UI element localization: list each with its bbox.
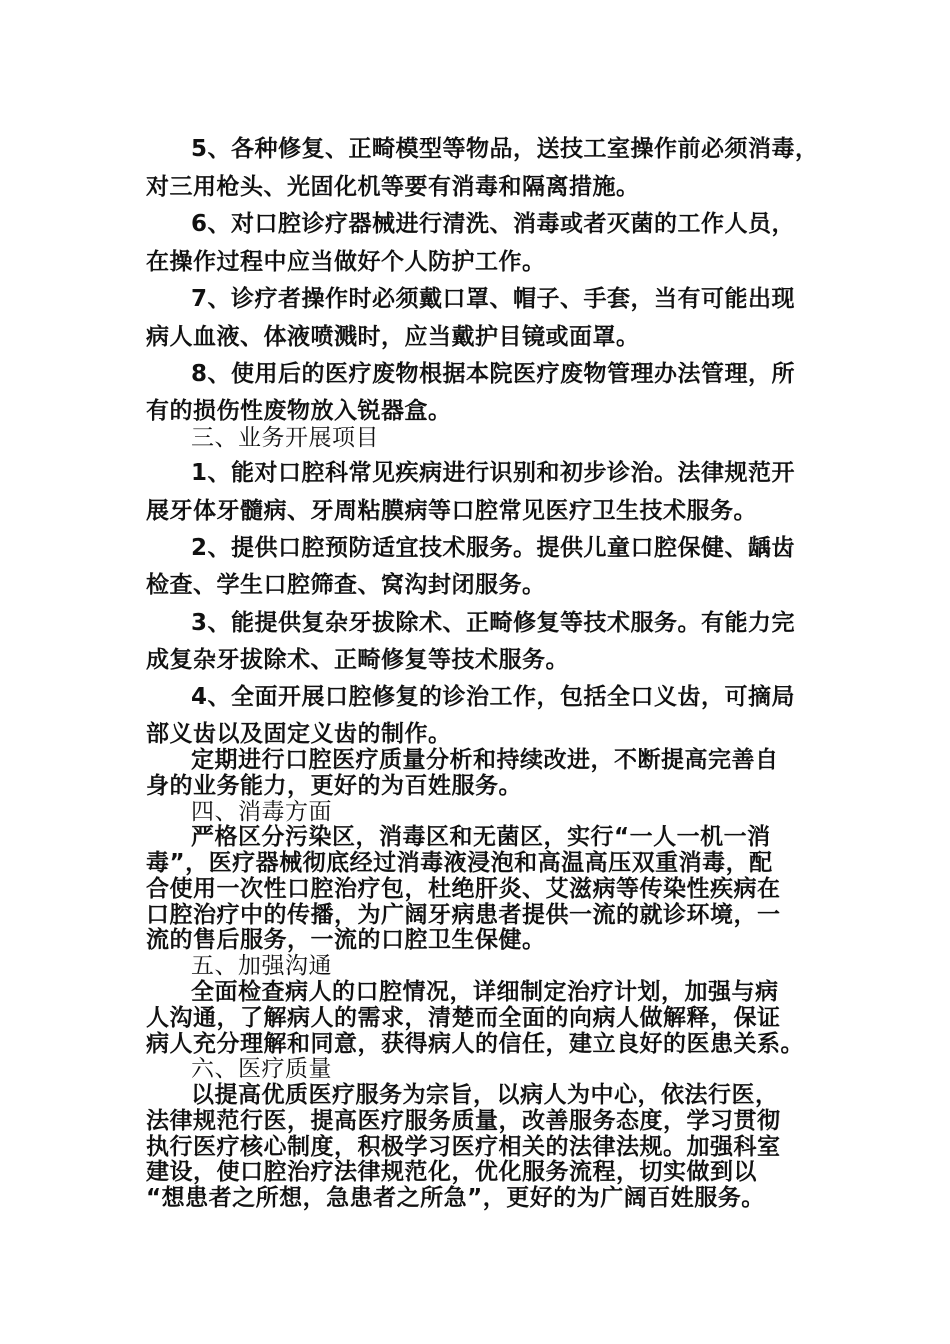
text-line: 法律规范行医，提高医疗服务质量，改善服务态度，学习贯彻 — [146, 1108, 781, 1134]
section-heading: 五、加强沟通 — [191, 953, 332, 979]
text-line: 以提高优质医疗服务为宗旨，以病人为中心，依法行医， — [191, 1082, 779, 1108]
section-heading: 六、医疗质量 — [191, 1056, 332, 1082]
text-line: 口腔治疗中的传播，为广阔牙病患者提供一流的就诊环境，一 — [146, 902, 781, 928]
text-line: 3、能提供复杂牙拔除术、正畸修复等技术服务。有能力完 — [191, 610, 796, 636]
section-heading: 四、消毒方面 — [191, 799, 332, 825]
text-line: 人沟通，了解病人的需求，清楚而全面的向病人做解释，保证 — [146, 1005, 781, 1031]
text-line: 展牙体牙髓病、牙周粘膜病等口腔常见医疗卫生技术服务。 — [146, 498, 757, 524]
text-line: 病人充分理解和同意，获得病人的信任，建立良好的医患关系。 — [146, 1031, 804, 1057]
text-line: 病人血液、体液喷溅时，应当戴护目镜或面罩。 — [146, 324, 640, 350]
text-line: 身的业务能力，更好的为百姓服务。 — [146, 773, 522, 799]
text-line: 建设，使口腔治疗法律规范化，优化服务流程，切实做到以 — [146, 1159, 757, 1185]
text-line: 有的损伤性废物放入锐器盒。 — [146, 398, 452, 424]
text-line: 检查、学生口腔筛查、窝沟封闭服务。 — [146, 572, 546, 598]
text-line: 合使用一次性口腔治疗包，杜绝肝炎、艾滋病等传染性疾病在 — [146, 876, 781, 902]
text-line: 严格区分污染区，消毒区和无菌区，实行“一人一机一消 — [191, 824, 771, 850]
text-line: 6、对口腔诊疗器械进行清洗、消毒或者灭菌的工作人员， — [191, 211, 796, 237]
text-line: 4、全面开展口腔修复的诊治工作，包括全口义齿，可摘局 — [191, 684, 796, 710]
text-line: 毒”，医疗器械彻底经过消毒液浸泡和高温高压双重消毒，配 — [146, 850, 773, 876]
text-line: 5、各种修复、正畸模型等物品，送技工室操作前必须消毒， — [191, 136, 819, 162]
text-line: 全面检查病人的口腔情况，详细制定治疗计划，加强与病 — [191, 979, 779, 1005]
text-line: 7、诊疗者操作时必须戴口罩、帽子、手套，当有可能出现 — [191, 286, 796, 312]
text-line: 成复杂牙拔除术、正畸修复等技术服务。 — [146, 647, 569, 673]
text-line: 执行医疗核心制度，积极学习医疗相关的法律法规。加强科室 — [146, 1134, 781, 1160]
section-heading: 三、业务开展项目 — [191, 425, 379, 451]
text-line: 在操作过程中应当做好个人防护工作。 — [146, 249, 546, 275]
text-line: 部义齿以及固定义齿的制作。 — [146, 721, 452, 747]
text-line: 1、能对口腔科常见疾病进行识别和初步诊治。法律规范开 — [191, 460, 796, 486]
text-line: “想患者之所想，急患者之所急”，更好的为广阔百姓服务。 — [146, 1185, 765, 1211]
text-line: 2、提供口腔预防适宜技术服务。提供儿童口腔保健、龋齿 — [191, 535, 796, 561]
text-line: 定期进行口腔医疗质量分析和持续改进，不断提高完善自 — [191, 747, 779, 773]
text-line: 对三用枪头、光固化机等要有消毒和隔离措施。 — [146, 174, 640, 200]
text-line: 8、使用后的医疗废物根据本院医疗废物管理办法管理，所 — [191, 361, 796, 387]
text-line: 流的售后服务，一流的口腔卫生保健。 — [146, 927, 546, 953]
